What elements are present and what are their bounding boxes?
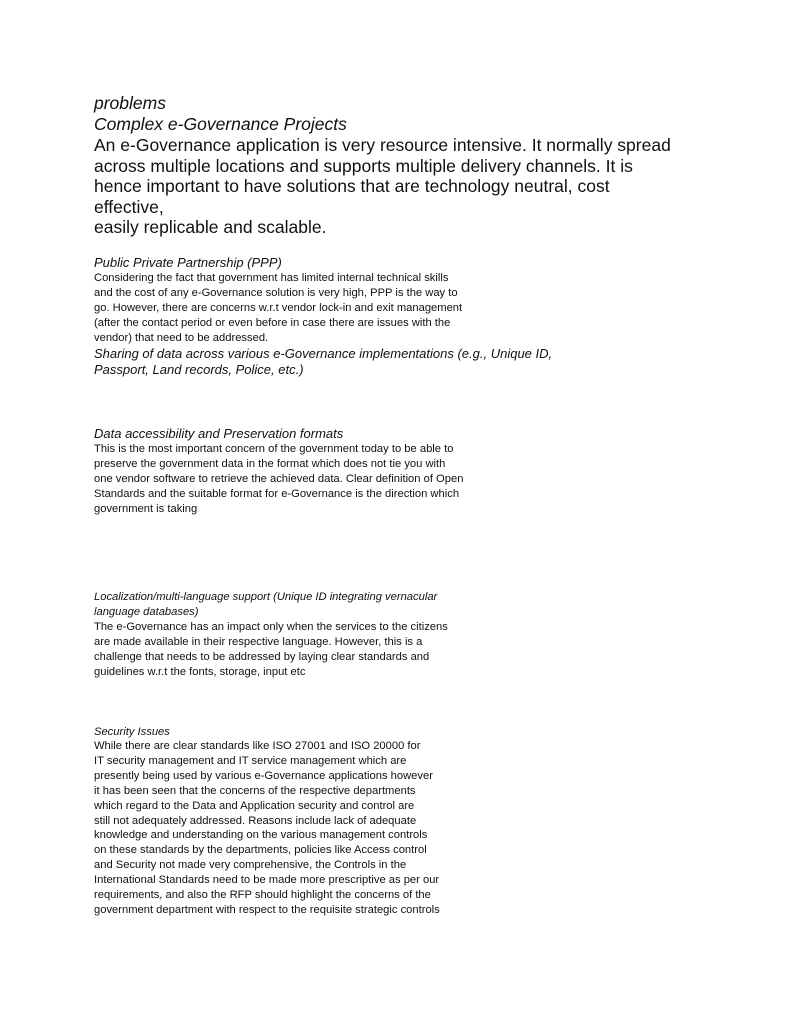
ppp-heading: Public Private Partnership (PPP)	[94, 255, 282, 270]
localization-heading	[94, 590, 437, 619]
text-line: go. However, there are concerns w.r.t vendor lock-in and exit management	[94, 301, 463, 314]
text-line: one vendor software to retrieve the achieved data. Clear definition of Open	[94, 472, 464, 485]
text-line: on these standards by the departments, policies like Access control	[94, 844, 427, 857]
sharing-heading	[94, 346, 552, 377]
text-line: Localization/multi-language support (Unique ID integrating vernacular	[94, 591, 438, 603]
heading-problems: problems	[94, 93, 166, 113]
text-line: and the cost of any e-Governance solution is very high, PPP is the way to	[94, 286, 458, 299]
data-access-paragraph	[94, 442, 463, 517]
text-line: hence important to have solutions that are technology neutral, cost	[94, 176, 610, 197]
text-line: requirements, and also the RFP should highlight the concerns of the	[94, 889, 431, 902]
text-line: easily replicable and scalable.	[94, 217, 327, 238]
text-line: across multiple locations and supports multiple delivery channels. It is	[94, 155, 633, 176]
text-line: Sharing of data across various e-Governance implementations (e.g., Unique ID,	[94, 346, 553, 361]
text-line: guidelines w.r.t the fonts, storage, input etc	[94, 665, 306, 678]
text-line: Standards and the suitable format for e-Governance is the direction which	[94, 487, 460, 500]
text-line: This is the most important concern of the government today to be able to	[94, 443, 454, 455]
text-line: While there are clear standards like ISO 27001 and ISO 20000 for	[94, 740, 421, 752]
security-paragraph	[94, 739, 440, 918]
text-line: preserve the government data in the format which does not tie you with	[94, 457, 446, 470]
text-line: are made available in their respective language. However, this is a	[94, 635, 423, 648]
text-line: challenge that needs to be addressed by laying clear standards and	[94, 650, 430, 663]
heading-complex-projects: Complex e-Governance Projects	[94, 114, 347, 134]
text-line: IT security management and IT service management which are	[94, 754, 407, 767]
text-line: International Standards need to be made more prescriptive as per our	[94, 874, 440, 887]
text-line: An e-Governance application is very resource intensive. It normally spread	[94, 135, 671, 155]
text-line: Passport, Land records, Police, etc.)	[94, 361, 304, 377]
text-line: Considering the fact that government has limited internal technical skills	[94, 272, 449, 284]
text-line: (after the contact period or even before in case there are issues with the	[94, 316, 451, 329]
text-line: effective,	[94, 196, 164, 217]
text-line: government is taking	[94, 502, 198, 515]
text-line: language databases)	[94, 605, 199, 618]
text-line: and Security not made very comprehensive, the Controls in the	[94, 859, 407, 872]
text-line: which regard to the Data and Application security and control are	[94, 799, 415, 812]
text-line: still not adequately addressed. Reasons include lack of adequate	[94, 814, 417, 827]
text-line: presently being used by various e-Governance applications however	[94, 769, 433, 782]
text-line: vendor) that need to be addressed.	[94, 331, 269, 344]
intro-paragraph	[94, 135, 671, 238]
ppp-paragraph	[94, 271, 462, 346]
data-access-heading: Data accessibility and Preservation formats	[94, 426, 344, 441]
text-line: The e-Governance has an impact only when the services to the citizens	[94, 621, 448, 633]
security-heading: Security Issues	[94, 726, 170, 738]
text-line: it has been seen that the concerns of the respective departments	[94, 784, 416, 797]
text-line: knowledge and understanding on the various management controls	[94, 829, 428, 842]
text-line: government department with respect to the requisite strategic controls	[94, 903, 440, 916]
localization-paragraph	[94, 620, 448, 680]
